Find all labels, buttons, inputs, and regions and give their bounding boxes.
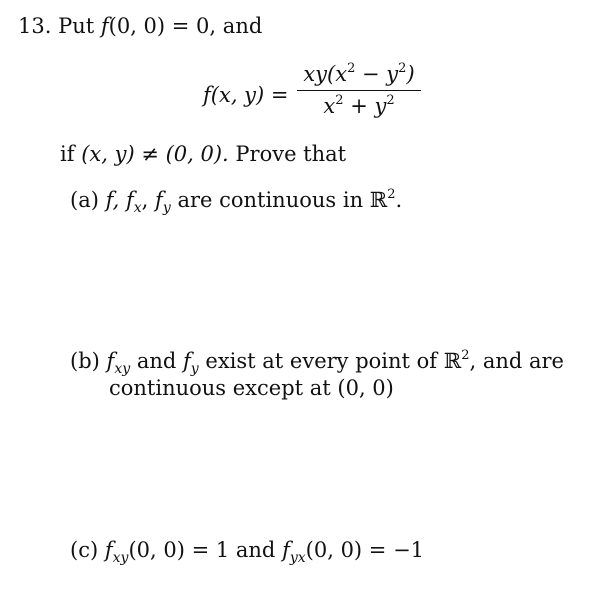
part-b bbox=[70, 348, 564, 377]
equation-args: (x, y) = bbox=[210, 83, 289, 107]
part-b-text1: exist at every point of bbox=[205, 349, 438, 373]
part-a-fy: $f_y$ bbox=[155, 188, 171, 216]
condition-line bbox=[60, 144, 346, 165]
def-and: and bbox=[222, 14, 263, 38]
intro-word: Put bbox=[58, 14, 95, 38]
part-a-label: (a) bbox=[70, 188, 99, 212]
equation-lhs bbox=[203, 85, 289, 106]
condition-expr: (x, y) ≠ (0, 0). bbox=[81, 142, 229, 166]
part-a-text: are continuous in bbox=[177, 188, 364, 212]
fraction-bar bbox=[297, 90, 421, 91]
part-c-fyx: $f_{yx}$ bbox=[282, 538, 306, 566]
part-c-val1: (0, 0) = 1 bbox=[128, 538, 230, 562]
def-function: f bbox=[100, 14, 109, 38]
part-a-f: f, bbox=[105, 188, 120, 212]
part-b-label: (b) bbox=[70, 349, 100, 373]
part-b-fy: $f_y$ bbox=[183, 349, 199, 377]
part-c-and: and bbox=[235, 538, 276, 562]
part-c-label: (c) bbox=[70, 538, 99, 562]
problem-header bbox=[18, 16, 262, 37]
condition-if: if bbox=[60, 142, 75, 166]
part-a: (a) f, $f_x$, $f_y$ are continuous in ℝ$^2$. bbox=[70, 187, 403, 216]
part-b-space: ℝ$^2$ bbox=[443, 348, 470, 373]
part-a-fx: $f_x$ bbox=[125, 188, 142, 216]
part-b-text2: , and are bbox=[469, 349, 564, 373]
condition-tail: Prove that bbox=[235, 142, 347, 166]
part-c bbox=[70, 538, 425, 566]
problem-number: 13. bbox=[18, 14, 52, 38]
equation-function: f bbox=[203, 83, 211, 107]
part-b-fxy: $f_{xy}$ bbox=[106, 349, 131, 377]
part-b-and: and bbox=[136, 349, 177, 373]
fraction-denominator: $x^2 + y^2$ bbox=[323, 93, 395, 118]
part-c-fxy: $f_{xy}$ bbox=[104, 538, 129, 566]
def-args: (0, 0) = 0, bbox=[108, 14, 217, 38]
equation-fraction bbox=[297, 62, 421, 118]
part-a-space: ℝ$^2$. bbox=[369, 187, 403, 212]
part-c-val2: (0, 0) = −1 bbox=[305, 538, 425, 562]
fraction-numerator: $xy(x^2 - y^2)$ bbox=[303, 61, 415, 86]
part-b-line2: continuous except at (0, 0) bbox=[109, 376, 394, 400]
